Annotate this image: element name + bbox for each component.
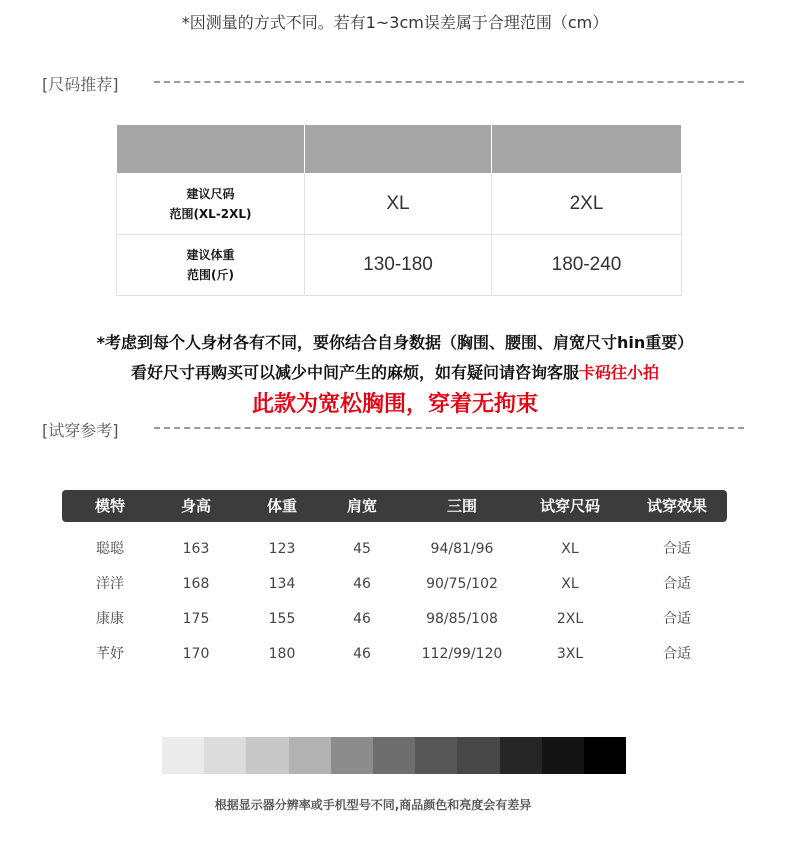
fit-note-line1: *考虑到每个人身材各有不同，要你结合自身数据（胸围、腰围、肩宽尺寸hin重要） [96,333,694,352]
row-label-line2: 范围(XL-2XL) [169,207,252,221]
size-cell: 2XL [492,174,682,235]
header-try-size: 试穿尺码 [539,497,600,515]
size-cell: XL [305,174,492,235]
model-try-effect: 合适 [663,611,691,627]
model-height: 163 [182,541,210,557]
model-weight: 123 [268,541,296,557]
measurement-notice: *因测量的方式不同。若有1~3cm误差属于合理范围（cm） [181,13,609,32]
size-row-label [117,174,305,235]
fit-note-line2 [0,360,790,383]
model-name: 康康 [96,611,124,627]
loose-fit-highlight: 此款为宽松胸围，穿着无拘束 [251,392,538,417]
model-weight: 180 [268,646,296,662]
model-weight: 134 [268,576,296,592]
table-row [62,573,727,595]
model-shoulder: 45 [353,541,371,557]
grayscale-swatch-strip [162,737,626,774]
section-divider [154,81,744,83]
gray-swatch [162,737,204,774]
model-shoulder: 46 [353,611,371,627]
model-height: 170 [182,646,210,662]
row-label-line1: 建议体重 [186,248,235,262]
header-measurements: 三围 [446,497,477,515]
try-table-header [62,490,727,522]
header-weight: 体重 [266,497,297,515]
row-label-line2: 范围(斤) [187,268,234,282]
color-disclaimer: 根据显示器分辨率或手机型号不同,商品颜色和亮度会有差异 [214,798,532,812]
model-name: 聪聪 [96,541,124,557]
section-divider [154,427,744,429]
gray-swatch [373,737,415,774]
model-try-size: 3XL [556,646,584,662]
model-name: 洋洋 [96,576,124,592]
header-shoulder: 肩宽 [346,497,377,515]
size-recommendation-table [116,124,682,296]
size-section-title: [尺码推荐] [42,75,119,94]
fit-note-text: 看好尺寸再购买可以减少中间产生的麻烦，如有疑问请咨询客服 [130,363,579,382]
table-row [62,538,727,560]
model-height: 168 [182,576,210,592]
model-try-effect: 合适 [663,541,691,557]
gray-swatch [289,737,331,774]
weight-cell: 180-240 [492,235,682,296]
size-table-header [117,125,682,174]
gray-swatch [542,737,584,774]
gray-swatch [584,737,626,774]
gray-swatch [415,737,457,774]
model-shoulder: 46 [353,576,371,592]
model-try-size: XL [561,576,579,592]
model-name: 芊妤 [96,646,124,662]
gray-swatch [246,737,288,774]
model-try-size: 2XL [556,611,584,627]
model-measurements: 112/99/120 [421,646,503,662]
model-height: 175 [182,611,210,627]
row-label-line1: 建议尺码 [186,187,235,201]
header-try-effect: 试穿效果 [646,497,707,515]
model-try-effect: 合适 [663,646,691,662]
gray-swatch [331,737,373,774]
size-table-row [117,235,682,296]
size-row-label [117,235,305,296]
model-weight: 155 [268,611,296,627]
weight-cell: 130-180 [305,235,492,296]
gray-swatch [204,737,246,774]
gray-swatch [457,737,499,774]
model-measurements: 94/81/96 [430,541,494,557]
try-section-title: [试穿参考] [42,421,119,440]
model-measurements: 98/85/108 [426,611,498,627]
gray-swatch [500,737,542,774]
size-down-tip: 卡码往小拍 [579,363,660,382]
model-try-size: XL [561,541,579,557]
header-model: 模特 [94,497,125,515]
table-row [62,643,727,665]
table-row [62,608,727,630]
model-shoulder: 46 [353,646,371,662]
model-measurements: 90/75/102 [426,576,498,592]
header-height: 身高 [180,497,211,515]
size-table-row [117,174,682,235]
model-try-effect: 合适 [663,576,691,592]
